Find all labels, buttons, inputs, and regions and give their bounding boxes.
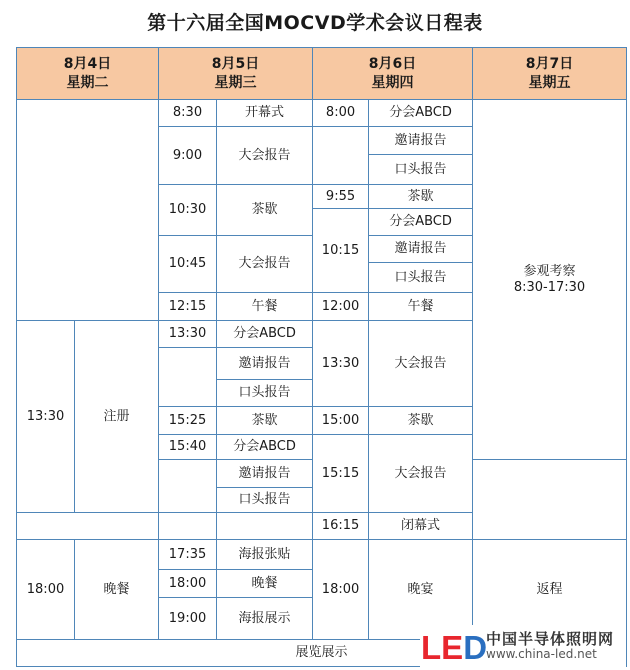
aug5-event: 大会报告 [217,127,313,185]
visit-event: 参观考察 [523,263,576,279]
logo-mark-letter: L [421,629,442,666]
logo-mark-letter: D [463,629,488,666]
table-row [17,100,627,127]
aug5-time: 17:35 [159,540,217,570]
aug5-event: 茶歇 [217,185,313,236]
aug5-time: 12:15 [159,293,217,321]
aug4-dinner-event: 晚餐 [75,540,159,640]
aug5-event: 茶歇 [217,407,313,435]
aug6-time: 8:00 [313,100,369,127]
aug6-event: 邀请报告 [369,236,473,263]
aug7-return: 返程 [473,540,627,640]
aug4-gap [17,513,159,540]
aug6-event: 闭幕式 [369,513,473,540]
aug6-event: 大会报告 [369,321,473,407]
aug6-time: 16:15 [313,513,369,540]
aug5-event: 分会ABCD [217,321,313,348]
svg-text:LED [421,629,487,666]
schedule-table [16,47,627,667]
aug5-event: 开幕式 [217,100,313,127]
aug6-time: 13:30 [313,321,369,407]
aug7-visit [473,100,627,460]
aug5-time: 19:00 [159,598,217,640]
day-header-aug6 [313,48,473,100]
aug6-time: 12:00 [313,293,369,321]
aug5-time [159,460,217,513]
logo-site: www.china-led.net [486,647,597,661]
aug5-event: 午餐 [217,293,313,321]
aug5-time: 13:30 [159,321,217,348]
aug5-time: 9:00 [159,127,217,185]
aug6-event: 茶歇 [369,185,473,209]
aug5-event: 海报展示 [217,598,313,640]
aug5-event: 晚餐 [217,570,313,598]
logo-mark-letter: E [441,629,464,666]
aug6-time: 15:00 [313,407,369,435]
led-logo-icon [420,628,488,666]
aug5-time [159,348,217,407]
aug6-event: 晚宴 [369,540,473,640]
aug5-time: 15:40 [159,435,217,460]
page-title: 第十六届全国MOCVD学术会议日程表 [147,12,483,34]
day-weekday: 星期五 [528,74,571,91]
aug5-event: 邀请报告 [217,460,313,488]
aug5-time: 10:30 [159,185,217,236]
aug7-empty [473,460,627,540]
aug5-event: 大会报告 [217,236,313,293]
aug6-event: 分会ABCD [369,100,473,127]
day-date: 8月6日 [368,55,417,72]
day-weekday: 星期四 [371,74,414,91]
visit-time: 8:30-17:30 [513,279,586,295]
aug4-dinner-time: 18:00 [17,540,75,640]
aug5-time: 8:30 [159,100,217,127]
day-header-aug5 [159,48,313,100]
aug5-time: 10:45 [159,236,217,293]
aug6-event: 分会ABCD [369,209,473,236]
aug6-event: 午餐 [369,293,473,321]
aug6-time: 18:00 [313,540,369,640]
day-header-aug4 [17,48,159,100]
aug5-gap [159,513,217,540]
aug6-event: 口头报告 [369,155,473,185]
aug6-event: 大会报告 [369,435,473,513]
aug5-time: 15:25 [159,407,217,435]
aug5-event: 海报张贴 [217,540,313,570]
aug6-time [313,127,369,185]
aug5-event: 口头报告 [217,380,313,407]
aug6-event: 茶歇 [369,407,473,435]
aug6-time: 9:55 [313,185,369,209]
day-date: 8月4日 [63,55,112,72]
table-row [17,540,627,570]
day-header-aug7 [473,48,627,100]
aug5-time: 18:00 [159,570,217,598]
aug6-event: 口头报告 [369,263,473,293]
header-row [17,48,627,100]
logo-name: 中国半导体照明网 [486,630,615,648]
day-weekday: 星期二 [66,74,109,91]
aug4-reg-time: 13:30 [17,321,75,513]
aug5-event: 分会ABCD [217,435,313,460]
day-date: 8月5日 [211,55,260,72]
day-weekday: 星期三 [214,74,257,91]
aug4-morning-empty [17,100,159,321]
aug5-event: 邀请报告 [217,348,313,380]
aug5-event: 口头报告 [217,488,313,513]
aug5-gap [217,513,313,540]
day-date: 8月7日 [525,55,574,72]
aug6-time: 10:15 [313,209,369,293]
exhibition-row: 展览展示 [17,640,627,667]
aug6-time: 15:15 [313,435,369,513]
site-logo [420,625,626,667]
aug4-reg-event: 注册 [75,321,159,513]
aug6-event: 邀请报告 [369,127,473,155]
